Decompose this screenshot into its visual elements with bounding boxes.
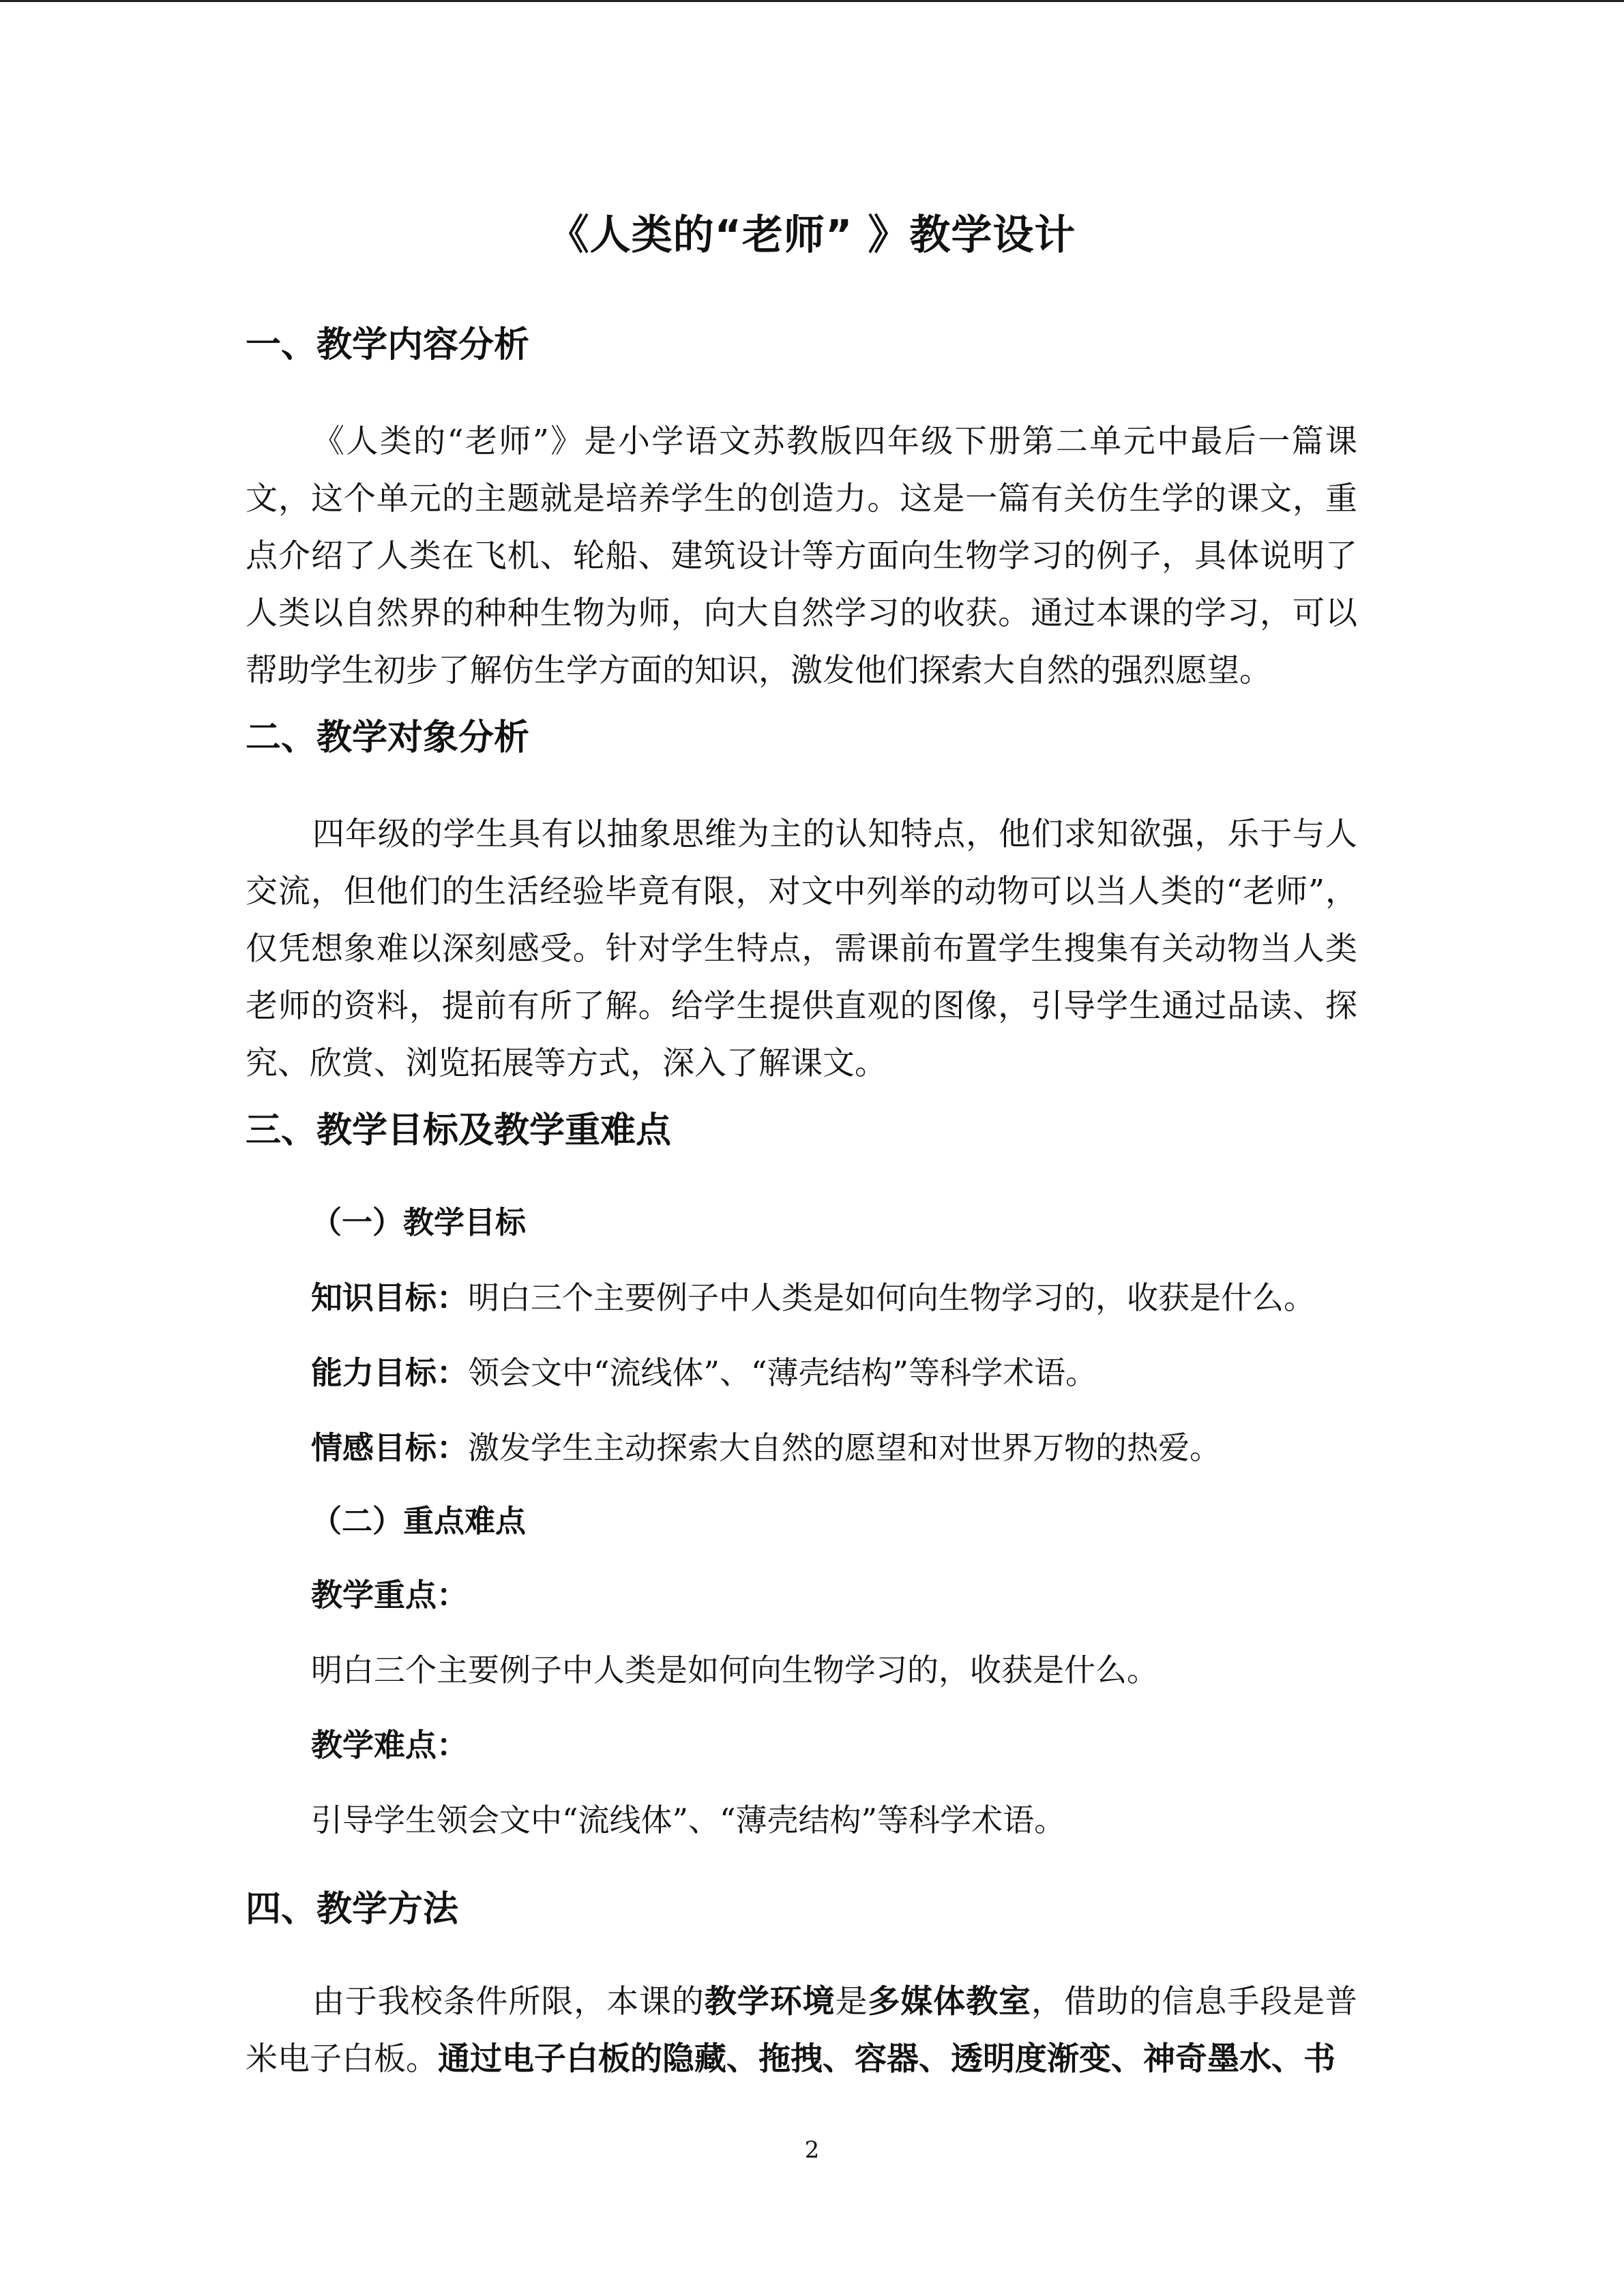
subheading-teaching-goals: （一）教学目标 xyxy=(311,1204,527,1240)
emotion-goal-text: 激发学生主动探索大自然的愿望和对世界万物的热爱。 xyxy=(468,1429,1221,1466)
ability-goal-text: 领会文中“流线体”、“薄壳结构”等科学术语。 xyxy=(468,1354,1097,1391)
methods-paragraph xyxy=(246,1973,1357,2088)
emotion-goal xyxy=(311,1424,1221,1472)
focus-text: 明白三个主要例子中人类是如何向生物学习的，收获是什么。 xyxy=(311,1652,1158,1688)
knowledge-goal-text: 明白三个主要例子中人类是如何向生物学习的，收获是什么。 xyxy=(468,1279,1315,1316)
section-heading-content-analysis: 一、教学内容分析 xyxy=(246,325,530,366)
document-title: 《人类的“老师” 》教学设计 xyxy=(548,211,1076,259)
emotion-goal-label: 情感目标： xyxy=(311,1429,468,1466)
ability-goal xyxy=(311,1349,1097,1397)
knowledge-goal xyxy=(311,1274,1315,1322)
focus-label: 教学重点： xyxy=(311,1577,468,1613)
student-analysis-paragraph: 四年级的学生具有以抽象思维为主的认知特点，他们求知欲强，乐于与人交流，但他们的生活经验毕竟有限，对文中列举的动物可以当人类的“老师”，仅凭想象难以深刻感受。针对学生特点，需课前布置学生搜集有关动物当人类老师的资料，提前有所了解。给学生提供直观的图像，引导学生通过品读、探究、欣赏、浏览拓展等方式，深入了解课文。 xyxy=(246,816,1357,1082)
section-heading-methods: 四、教学方法 xyxy=(246,1889,459,1930)
top-border-line xyxy=(0,0,1624,2)
methods-bold-whiteboard-features: 通过电子白板的隐藏、拖拽、容器、透明度渐变、神奇墨水、书 xyxy=(438,2040,1335,2078)
methods-bold-environment: 教学环境 xyxy=(704,1983,836,2021)
ability-goal-label: 能力目标： xyxy=(311,1354,468,1391)
content-analysis-paragraph: 《人类的“老师”》是小学语文苏教版四年级下册第二单元中最后一篇课文，这个单元的主题就是培养学生的创造力。这是一篇有关仿生学的课文，重点介绍了人类在飞机、轮船、建筑设计等方面向生物学习的例子，具体说明了人类以自然界的种种生物为师，向大自然学习的收获。通过本课的学习，可以帮助学生初步了解仿生学方面的知识，激发他们探索大自然的强烈愿望。 xyxy=(246,423,1357,689)
methods-text-1: 由于我校条件所限，本课的 xyxy=(312,1983,705,2021)
section-heading-student-analysis: 二、教学对象分析 xyxy=(246,717,530,758)
difficulty-label: 教学难点： xyxy=(311,1727,468,1763)
methods-text-2: 是 xyxy=(835,1983,868,2021)
methods-text-3: ，借助的信息手段是普米电子白板。 xyxy=(246,1983,1358,2078)
page-number: 2 xyxy=(804,2136,820,2164)
difficulty-text: 引导学生领会文中“流线体”、“薄壳结构”等科学术语。 xyxy=(311,1802,1066,1838)
subheading-key-points: （二）重点难点 xyxy=(311,1503,527,1539)
section-heading-goals: 三、教学目标及教学重难点 xyxy=(246,1110,672,1151)
methods-bold-classroom: 多媒体教室 xyxy=(868,1983,1031,2021)
knowledge-goal-label: 知识目标： xyxy=(311,1279,468,1316)
